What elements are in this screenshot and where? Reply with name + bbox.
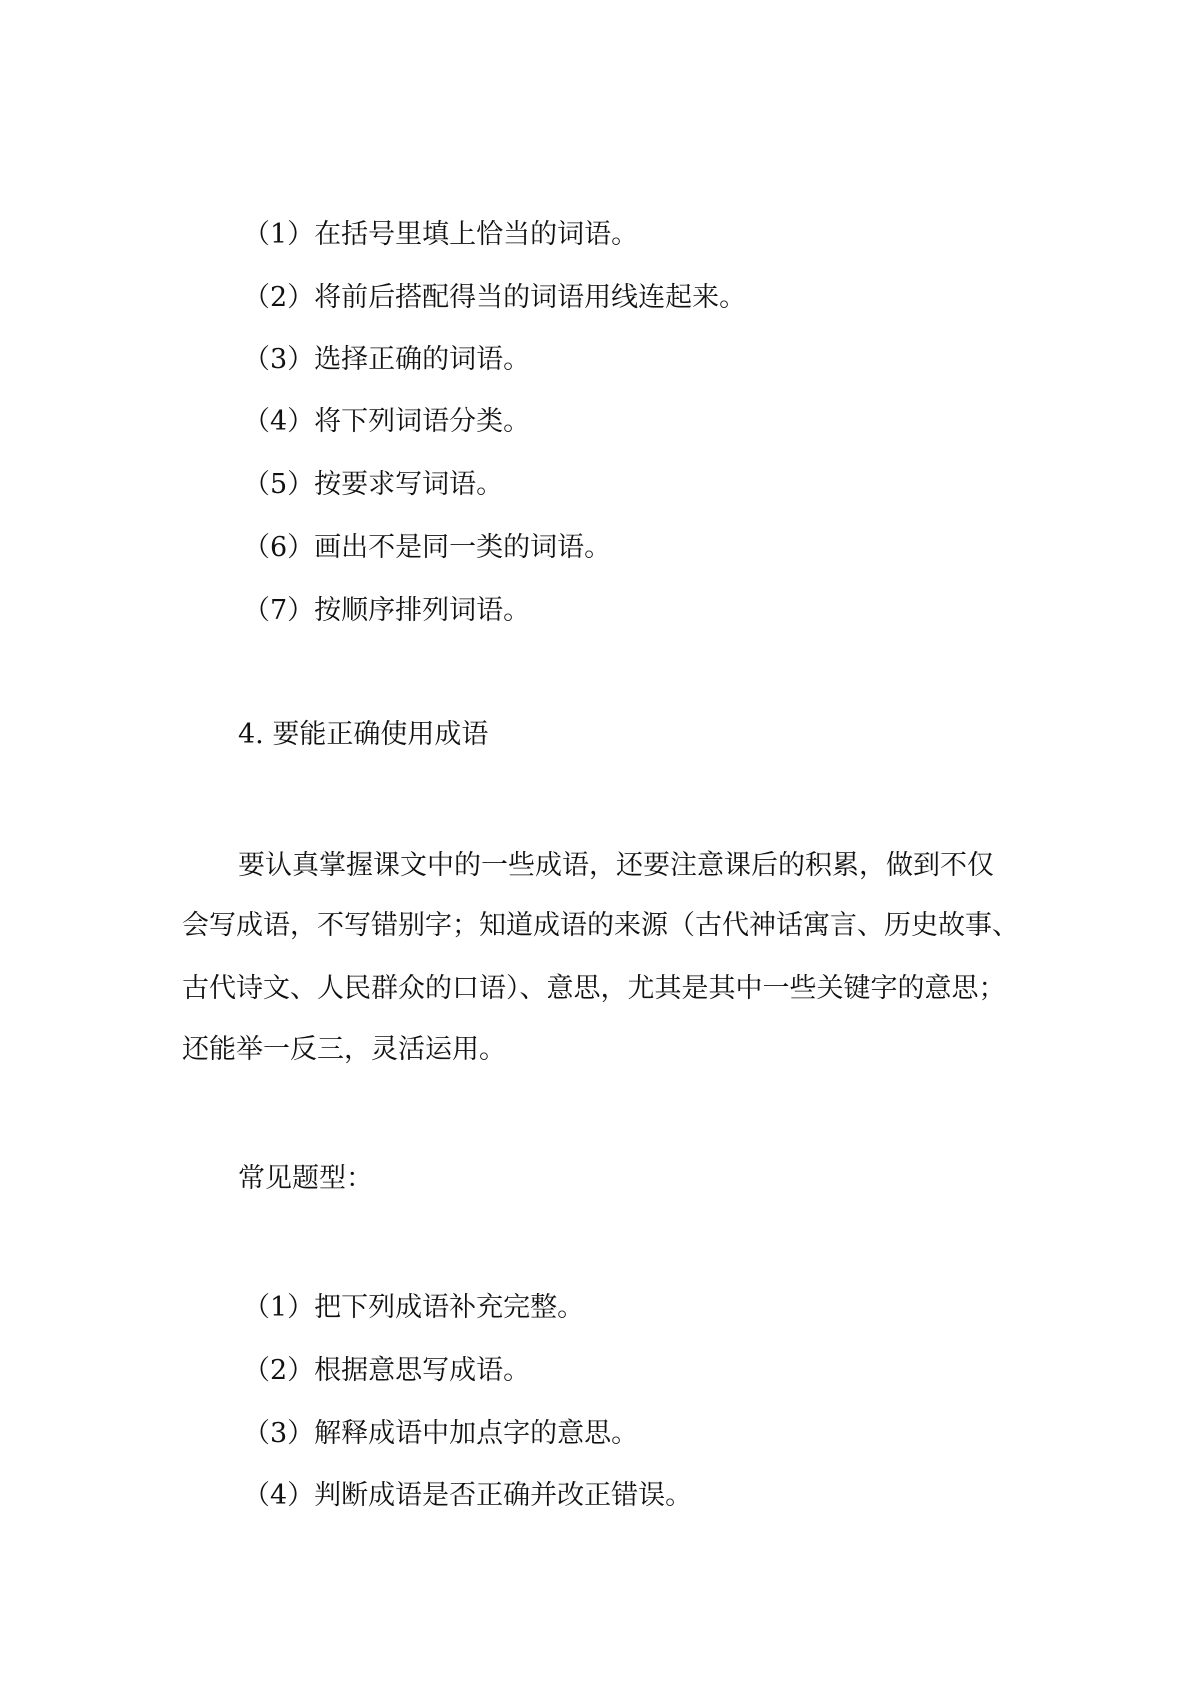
word-task-item-4: （4）将下列词语分类。 — [243, 406, 531, 437]
paragraph-line-3: 古代诗文、人民群众的口语）、意思，尤其是其中一些关键字的意思； — [182, 973, 1006, 1004]
idiom-task-item-2: （2）根据意思写成语。 — [243, 1355, 531, 1386]
idiom-task-item-1: （1）把下列成语补充完整。 — [243, 1292, 585, 1323]
word-task-item-5: （5）按要求写词语。 — [243, 469, 504, 500]
idiom-task-item-3: （3）解释成语中加点字的意思。 — [243, 1418, 639, 1449]
word-task-item-1: （1）在括号里填上恰当的词语。 — [243, 219, 639, 250]
word-task-item-3: （3）选择正确的词语。 — [243, 344, 531, 375]
word-task-item-7: （7）按顺序排列词语。 — [243, 595, 531, 626]
word-task-item-6: （6）画出不是同一类的词语。 — [243, 532, 612, 563]
common-types-label: 常见题型： — [238, 1163, 373, 1194]
idiom-task-item-4: （4）判断成语是否正确并改正错误。 — [243, 1480, 693, 1511]
word-task-item-2: （2）将前后搭配得当的词语用线连起来。 — [243, 282, 747, 313]
section-heading-idioms: 4. 要能正确使用成语 — [238, 719, 489, 750]
paragraph-line-2: 会写成语，不写错别字；知道成语的来源（古代神话寓言、历史故事、 — [182, 910, 1019, 941]
paragraph-line-4: 还能举一反三，灵活运用。 — [182, 1034, 506, 1065]
paragraph-line-1: 要认真掌握课文中的一些成语，还要注意课后的积累，做到不仅 — [238, 850, 994, 881]
